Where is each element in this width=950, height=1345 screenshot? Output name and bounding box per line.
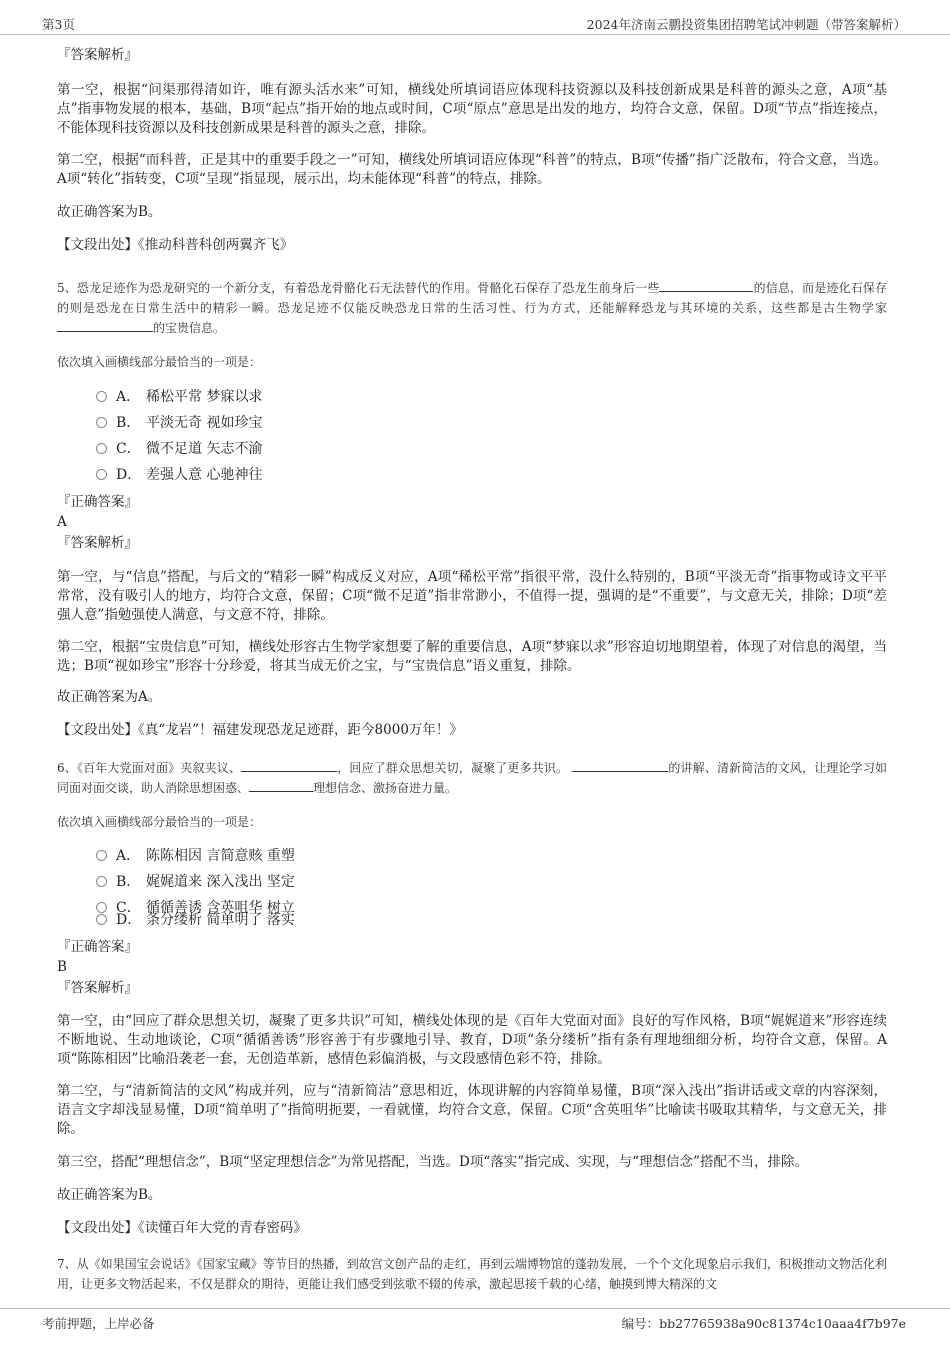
option-key: C． — [116, 441, 141, 457]
q6-stem-part-a: 6、《百年大党面对面》夹叙夹议、 — [57, 761, 242, 775]
option-key: A． — [116, 389, 141, 405]
q5-analysis-p2: 第二空，根据“宝贵信息”可知，横线处形容古生物学家想要了解的重要信息，A项“梦寐以求”形容迫切地期望着，体现了对信息的渴望，当选；B项“视如珍宝”形容十分珍爱，将其当成无价之宝，与“宝贵信息”语义重复，排除。 — [57, 639, 887, 674]
q6-analysis-p1: 第一空，由“回应了群众思想关切，凝聚了更多共识”可知，横线处体现的是《百年大党面对面》良好的写作风格，B项“娓娓道来”形容连续不断地说、生动地谈论，C项“循循善诱”形容善于有步骤地引导、教育，D项“条分缕析”指有条有理地细细分析，均符合文意，保留。A项“陈陈相因”比喻沿袭老一套，无创造革新，感情色彩偏消极，与文段感情色彩不符，排除。 — [57, 1013, 887, 1067]
option-text: 平淡无奇 视如珍宝 — [146, 415, 263, 431]
q6-option-a[interactable] — [96, 846, 295, 866]
page-header — [0, 12, 950, 35]
correct-answer-label: 『正确答案』 — [57, 494, 138, 510]
analysis-label: 『答案解析』 — [57, 980, 138, 996]
document-id: 编号：bb27765938a90c81374c10aaa4f7b97e — [621, 1316, 906, 1331]
radio-icon[interactable] — [96, 914, 107, 925]
q5-option-d[interactable] — [96, 465, 262, 485]
q5-source: 【文段出处】《真“龙岩”！福建发现恐龙足迹群，距今8000万年！》 — [57, 722, 463, 738]
option-key: B． — [116, 874, 141, 890]
option-text: 循循善诱 含英咀华 树立 — [146, 900, 295, 916]
radio-icon[interactable] — [96, 391, 107, 402]
radio-icon[interactable] — [96, 850, 107, 861]
analysis-label: 『答案解析』 — [57, 535, 138, 551]
option-key: C． — [116, 900, 141, 916]
blank-line — [572, 759, 668, 772]
analysis-label: 『答案解析』 — [57, 47, 138, 63]
page-footer — [0, 1308, 950, 1339]
q6-source: 【文段出处】《读懂百年大党的青春密码》 — [57, 1220, 307, 1236]
q6-conclusion: 故正确答案为B。 — [57, 1187, 162, 1203]
document-title: 2024年济南云鹏投资集团招聘笔试冲刺题（带答案解析） — [586, 17, 906, 32]
q6-option-d[interactable] — [96, 910, 295, 930]
option-key: D． — [116, 467, 142, 483]
blank-line — [659, 279, 753, 292]
option-text: 陈陈相因 言简意赅 重塑 — [146, 848, 295, 864]
q5-stem — [57, 278, 887, 338]
q5-analysis-p1: 第一空，与“信息”搭配，与后文的“精彩一瞬”构成反义对应，A项“稀松平常”指很平常，没什么特别的，B项“平淡无奇”指事物或诗文平平常常，没有吸引人的地方，均符合文意，保留；C项“微不足道”指非常渺小，不值得一提，强调的是“不重要”，与文意无关，排除；D项“差强人意”指勉强使人满意，与文意不符，排除。 — [57, 569, 887, 623]
correct-answer-label: 『正确答案』 — [57, 939, 138, 955]
option-key: A． — [116, 848, 141, 864]
blank-line — [241, 759, 337, 772]
q6-analysis-p2: 第二空，与“清新简洁的文风”构成并列，应与“清新简洁”意思相近，体现讲解的内容简单易懂，B项“深入浅出”指讲话或文章的内容深刻，语言文字却浅显易懂，D项“简单明了”指简明扼要，一看就懂，均符合文意，保留。C项“含英咀华”比喻读书吸取其精华，与文意无关，排除。 — [57, 1083, 887, 1137]
radio-icon[interactable] — [96, 876, 107, 887]
option-key: B． — [116, 415, 141, 431]
q5-option-c[interactable] — [96, 439, 262, 459]
option-text: 差强人意 心驰神往 — [146, 467, 263, 483]
q6-analysis-p3: 第三空，搭配“理想信念”，B项“坚定理想信念”为常见搭配，当选。D项“落实”指完成、实现，与“理想信念”搭配不当，排除。 — [57, 1154, 808, 1170]
q5-conclusion: 故正确答案为A。 — [57, 689, 162, 705]
option-text: 条分缕析 简单明了 落实 — [146, 912, 295, 928]
q6-prompt: 依次填入画横线部分最恰当的一项是： — [57, 815, 262, 829]
option-key: D． — [116, 912, 142, 928]
option-text: 微不足道 矢志不渝 — [146, 441, 263, 457]
q6-stem — [57, 758, 887, 798]
blank-line — [249, 779, 313, 792]
radio-icon[interactable] — [96, 443, 107, 454]
q6-stem-part-b: ，回应了群众思想关切，凝聚了更多共识。 — [337, 761, 569, 775]
q6-option-b[interactable] — [96, 872, 295, 892]
q4-source: 【文段出处】《推动科普科创两翼齐飞》 — [57, 237, 294, 253]
q6-stem-part-d: 理想信念、激扬奋进力量。 — [313, 781, 458, 795]
q5-prompt: 依次填入画横线部分最恰当的一项是： — [57, 355, 262, 369]
q5-stem-part-b: 的信息，而是迹化石保存的则是恐龙在日常生活中的精彩一瞬。恐龙足迹不仅能反映恐龙日常的生活习性、行为方式，还能解释恐龙与其环境的关系，这些都是古生物学家 — [57, 281, 887, 315]
q4-analysis-p2: 第二空，根据“而科普，正是其中的重要手段之一”可知，横线处所填词语应体现“科普”的特点，B项“传播”指广泛散布，符合文意，当选。A项“转化”指转变，C项“呈现”指显现，展示出，均未能体现“科普”的特点，排除。 — [57, 152, 887, 187]
radio-icon[interactable] — [96, 417, 107, 428]
blank-line — [57, 319, 153, 332]
q5-option-a[interactable] — [96, 387, 262, 407]
q5-stem-part-a: 5、恐龙足迹作为恐龙研究的一个新分支，有着恐龙骨骼化石无法替代的作用。骨骼化石保存了恐龙生前身后一些 — [57, 281, 660, 295]
option-text: 娓娓道来 深入浅出 坚定 — [146, 874, 295, 890]
q5-stem-part-c: 的宝贵信息。 — [153, 321, 226, 335]
footer-slogan: 考前押题，上岸必备 — [42, 1316, 155, 1331]
q7-stem: 7、从《如果国宝会说话》《国家宝藏》等节目的热播，到故宫文创产品的走红，再到云端博物馆的蓬勃发展，一个个文化现象启示我们，积极推动文物活化利用，让更多文物活起来，不仅是群众的期待，更能让我们感受到弦歌不辍的传承，激起思接千载的心绪，触摸到博大精深的文 — [57, 1257, 887, 1291]
q6-stem-part-c: 的讲解、清新简洁的文风，让理论学习如同面对面交谈，助人消除思想困惑、 — [57, 761, 887, 795]
page-number: 第3页 — [42, 17, 75, 32]
radio-icon[interactable] — [96, 469, 107, 480]
q5-answer: A — [57, 514, 67, 530]
q4-conclusion: 故正确答案为B。 — [57, 204, 162, 220]
q6-answer: B — [57, 959, 67, 975]
q4-analysis-p1: 第一空，根据“问渠那得清如许，唯有源头活水来”可知，横线处所填词语应体现科技资源以及科技创新成果是科普的源头之意，A项“基点”指事物发展的根本，基础，B项“起点”指开始的地点或时间，C项“原点”意思是出发的地方，均符合文意，保留。D项“节点”指连接点，不能体现科技资源以及科技创新成果是科普的源头之意，排除。 — [57, 82, 887, 136]
option-text: 稀松平常 梦寐以求 — [146, 389, 263, 405]
q5-option-b[interactable] — [96, 413, 262, 433]
